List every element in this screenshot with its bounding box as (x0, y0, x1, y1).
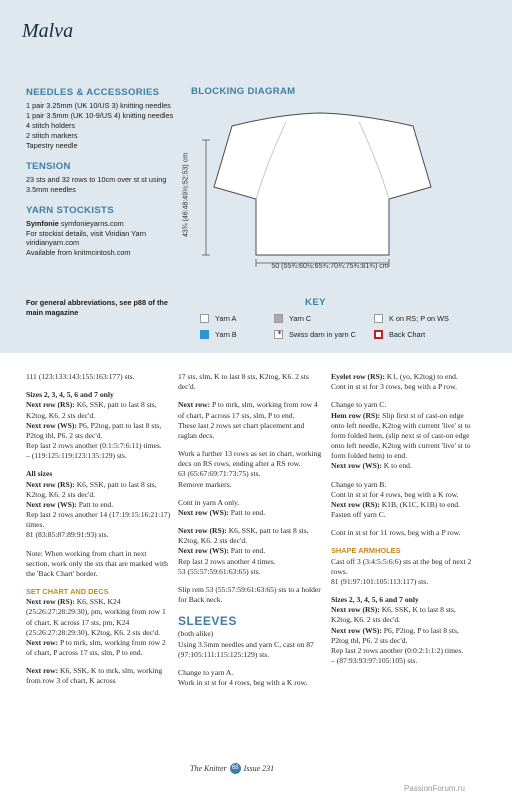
row-text: (both alike) (178, 629, 214, 639)
row-label: Hem row (RS): (331, 410, 381, 420)
key-back-chart (374, 330, 425, 339)
row-text: P to mrk, slm, working from row 4 of chart, P across 17 sts, slm, P to end. (178, 400, 318, 420)
needle-item: 2 stitch markers (26, 130, 78, 140)
instruction-block (178, 498, 323, 518)
row-label: Next row (RS): (331, 499, 380, 509)
garment-outline (214, 113, 431, 255)
key-k-on-rs (374, 314, 449, 323)
instruction-block (178, 400, 323, 441)
issue-number: Issue 231 (243, 764, 275, 773)
size-heading: Sizes 2, 3, 4, 5, 6 and 7 only (26, 390, 114, 400)
pattern-column-3 (331, 372, 476, 674)
key-label: Back Chart (389, 330, 426, 339)
page-footer (190, 763, 274, 774)
key-yarn-c (274, 314, 311, 323)
row-text: Cast off 3 (3:4:5:5:6:6) sts at the beg of next 2 rows. (331, 556, 472, 576)
row-text: P to mrk, slm, working from row 2 of chart, P across 17 sts, slm, P to end. (26, 637, 166, 658)
row-label: Next row (WS): (26, 499, 77, 509)
yarn-c-swatch (274, 314, 283, 323)
row-text: Fasten off yarn C. (331, 510, 386, 520)
row-text: Rep last 2 rows another (0:1:5:7:6:11) times. (26, 441, 162, 451)
height-measurement (178, 140, 194, 250)
row-text: K6, SSK, patt to last 8 sts, K2tog, K6. 2 sts dec'd. (26, 479, 157, 499)
stitch-count: 81 (91:97:101:105:113:117) sts. (331, 576, 429, 586)
key-label: Yarn B (215, 330, 237, 339)
yarn-b-swatch (200, 330, 209, 339)
row-text: K6, SSK, patt to last 8 sts, K2tog, K6. 2 sts dec'd. (178, 526, 309, 546)
section-heading: SET CHART AND DECS (26, 587, 109, 597)
key-label: Yarn A (215, 314, 237, 323)
stitch-count: 111 (123:133:143:155:163:177) sts. (26, 372, 135, 381)
row-label: Next row: (178, 400, 211, 410)
instruction-block (26, 390, 171, 461)
stitch-count: 53 (55:57:59:61:63:65) sts. (178, 566, 261, 576)
row-text: Cont in st st for 3 rows, beg with a P row. (331, 382, 457, 392)
pattern-column-2 (178, 372, 323, 696)
stitch-count: – (87:93:93:97:105:105) sts. (331, 656, 418, 666)
instruction-block (178, 526, 323, 577)
needle-item: Tapestry needle (26, 140, 78, 150)
instruction-block (26, 587, 171, 658)
row-text: These last 2 rows set chart placement and raglan decs. (178, 420, 305, 440)
row-text: Change to yarn A. (178, 667, 234, 677)
stockist-line: Available from knitmcintosh.com (26, 248, 131, 258)
row-text: Rep last 2 rows another 14 (17:19:15:16:21:17) times. (26, 510, 171, 530)
row-label: Next row (RS): (178, 526, 227, 536)
note: Note: When working from chart in next section, work only the sts that are marked with the 'Back Chart' border. (26, 548, 168, 578)
row-text: K6, SSK, K to mrk, slm, working from row 3 of chart, K across (26, 666, 163, 686)
row-label: Next row (WS): (331, 625, 382, 635)
row-text: Slip first st of cast-on edge onto left needle, K2tog with current 'live' st to form folded hem, (slip next st of cast-on edge onto left needle, K2tog with current 'live' st to form folded hem) to end. (331, 410, 471, 461)
instruction-block (178, 613, 323, 660)
sleeves-heading: SLEEVES (178, 614, 237, 629)
width-label: 50 (55¾:60½:65¾:70¾:75¾:81¾) cm (271, 263, 389, 270)
row-label: Next row (RS): (331, 605, 380, 615)
row-text: Rep last 2 rows another (0:0:2:1:1:2) times. (331, 645, 464, 655)
star-icon (274, 330, 283, 339)
row-label: Next row: (26, 637, 59, 647)
row-text: Slip rem 53 (55:57:59:61:63:65) sts to a holder for Back neck. (178, 584, 321, 605)
row-text: 17 sts, slm, K to last 8 sts, K2tog, K6. 2 sts dec'd. (178, 372, 309, 392)
row-text: K to end. (381, 461, 412, 471)
row-label: Next row (RS): (26, 479, 75, 489)
row-label: Next row (RS): (26, 400, 75, 410)
row-text: K1B, (K1C, K1B) to end. (379, 499, 460, 509)
row-label: Next row (WS): (26, 420, 77, 430)
tension-heading: TENSION (26, 160, 71, 172)
row-label: Next row: (26, 666, 59, 676)
size-heading: All sizes (26, 469, 53, 479)
instruction-block (178, 449, 323, 490)
stockists-heading: YARN STOCKISTS (26, 204, 114, 216)
stitch-count: 63 (65:67:69:71:73:75) sts. (178, 469, 261, 479)
stitch-count: 81 (83:85:87:89:91:93) sts. (26, 530, 109, 540)
row-text: Remove markers. (178, 479, 232, 489)
blocking-diagram (180, 100, 480, 280)
row-text: K6, SSK, K24 (25:26:27:28:29:30), pm, working from row 1 of chart, K across 17 sts, pm, K24 (25:26:27:28:29:30), K2tog, K6. 2 sts dec'd. (26, 597, 166, 637)
row-text: Using 3.5mm needles and yarn C, cast on 87 (97:105:111:115:125:129) sts. (178, 639, 314, 659)
instruction-block (26, 666, 171, 686)
key-label: Swiss darn in yarn C (289, 330, 356, 339)
key-label: K on RS; P on WS (389, 314, 449, 323)
row-text: Change to yarn B. (331, 479, 387, 489)
row-text: Patt to end. (228, 507, 266, 517)
instruction-block (331, 400, 476, 471)
instruction-block (26, 469, 171, 540)
needle-item: 1 pair 3.5mm (UK 10-9/US 4) knitting needles (26, 110, 174, 120)
height-label: 43¾ (46:48:49½:52:53) cm (182, 152, 190, 238)
row-text: Work in st st for 4 rows, beg with a K row. (178, 678, 308, 688)
instruction-block (331, 480, 476, 521)
row-text: K1, (yo, K2tog) to end. (384, 372, 458, 381)
key-label: Yarn C (289, 314, 312, 323)
instruction-block (331, 372, 476, 392)
row-label: Next row (WS): (178, 546, 229, 556)
row-label: Eyelet row (RS): (331, 372, 385, 381)
stockist-brand-url: symfonieyarns.com (60, 218, 124, 228)
pattern-column-1 (26, 372, 171, 695)
needles-heading: NEEDLES & ACCESSORIES (26, 87, 160, 98)
stitch-count: – (119:125:119:123:135:129) sts. (26, 451, 127, 461)
key-swiss-darn (274, 330, 356, 339)
row-label: Next row (WS): (178, 507, 229, 517)
row-text: P6, P2tog, patt to last 8 sts, P2tog tbl, P6. 2 sts dec'd. (26, 420, 162, 440)
row-text: Change to yarn C. (331, 400, 387, 410)
row-text: Rep last 2 rows another 4 times. (178, 556, 276, 566)
key-yarn-a (200, 314, 236, 323)
instruction-block (331, 546, 476, 587)
materials-column (26, 86, 176, 258)
section-heading: SHAPE ARMHOLES (331, 546, 401, 556)
knit-swatch (374, 314, 383, 323)
stockist-line: For stockist details, visit Viridian Yarn (26, 228, 147, 238)
row-label: Next row (WS): (331, 461, 382, 471)
instruction-block (178, 668, 323, 688)
row-text: Cont in st st for 11 rows, beg with a P row. (331, 528, 461, 538)
abbreviations-note: For general abbreviations, see p88 of the main magazine (26, 298, 168, 317)
stockist-line: viridianyarn.com (26, 238, 80, 248)
back-chart-swatch (374, 330, 383, 339)
row-label: Next row (RS): (26, 597, 75, 607)
row-text: Work a further 13 rows as set in chart, working decs on RS rows, ending after a RS row. (178, 449, 322, 469)
row-text: P6, P2tog, P to last 8 sts, P2tog tbl, P6. 2 sts dec'd. (331, 625, 459, 645)
tension-text: 23 sts and 32 rows to 10cm over st st using 3.5mm needles (26, 174, 167, 194)
size-heading: Sizes 2, 3, 4, 5, 6 and 7 only (331, 595, 419, 605)
needle-item: 1 pair 3.25mm (UK 10/US 3) knitting needles (26, 101, 171, 111)
row-text: Cont in st st for 4 rows, beg with a K row. (331, 489, 459, 499)
page-title: Malva (22, 20, 74, 42)
instruction-block (331, 595, 476, 666)
yarn-a-swatch (200, 314, 209, 323)
watermark: PassionForum.ru (404, 784, 465, 793)
key-heading: KEY (305, 297, 326, 308)
magazine-name: The Knitter (190, 764, 227, 773)
needle-item: 4 stitch holders (26, 120, 76, 130)
stockist-brand-line (26, 219, 176, 229)
stockist-brand: Symfonie (26, 218, 59, 228)
row-text: K6, SSK, patt to last 8 sts, K2tog, K6. 2 sts dec'd. (26, 400, 157, 420)
row-text: Patt to end. (228, 546, 266, 556)
row-text: Cont in yarn A only. (178, 497, 240, 507)
row-text: K6, SSK, K to last 8 sts, K2tog, K6. 2 sts dec'd. (331, 605, 456, 625)
blocking-diagram-heading: BLOCKING DIAGRAM (191, 86, 296, 97)
key-yarn-b (200, 330, 237, 339)
row-text: Patt to end. (76, 499, 114, 509)
page-number: 68 (230, 763, 241, 774)
